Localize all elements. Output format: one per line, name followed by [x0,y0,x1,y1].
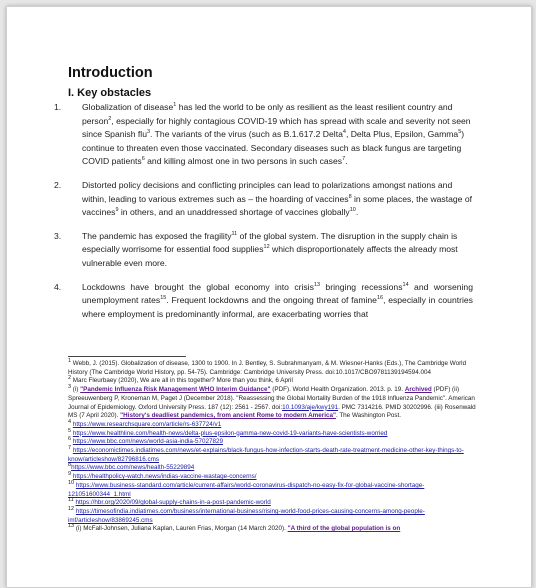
footnote-ref: 13 [313,281,321,288]
footnote [68,444,480,464]
list-item [54,281,473,322]
page-content [54,64,473,331]
footnote-link[interactable]: "A third of the global population is on [287,525,401,533]
footnote-ref: 1 [173,102,177,109]
footnote-ref: 16 [376,295,384,302]
footnote-ref: 5 [458,129,462,136]
footnote-ref: 8 [348,193,352,200]
footnote [68,357,480,377]
footnote [68,438,480,447]
item-number: 2. [54,179,62,190]
footnote-link[interactable]: 10.1093/aje/kwy191 [282,403,339,411]
section-subheading: I. Key obstacles [68,87,152,99]
footnote-ref: 3 [146,129,151,136]
footnote-ref: 4 [342,129,346,136]
footnote-ref: 13 [68,523,75,530]
text-run: in others, and an unaddressed shortage of vaccines globally [118,207,350,218]
footnote-ref: 6 [141,156,145,163]
footnote-ref: 9 [68,471,72,478]
footnote-link[interactable]: https://healthpolicy-watch.news/indias-vaccine-wastage-concerns/ [72,473,257,481]
footnote [68,473,480,482]
text-run: Distorted policy decisions and conflicting principles can lead to polarizations amongst nations and within, leading to various extremes such as – the hoarding of vaccines [82,179,453,204]
footnote-link[interactable]: https://www.business-standard.com/article/current-affairs/world-coronavirus-dispatch-no-easy-fix-for-global-vaccine-shortage-121051600344_1.html [68,481,425,498]
item-number: 3. [54,230,62,241]
text-run: (PDF) (ii) Spreeuwenberg P, Kroneman M, Paget J (December 2018). "Reassessing the Global Mortality Burden of the 1918 Influenza Pandemic". American Journal of Epidemiology. Oxford University Press. 187 (12): 2561 - 2567. doi: [68,386,475,411]
text-run: . The variants of the virus (such as B.1.617.2 Delta [150,129,343,140]
footnote-ref: 7 [342,156,346,163]
text-run: Lockdowns have brought the global economy into crisis [82,281,314,292]
footnote [68,505,480,525]
text-run: Webb, J. (2015). Globalization of disease, 1300 to 1900. In J. Bentley, S. Subrahmanyam, & M. Wiesner-Hanks (Eds.), The Cambridge World History (The Cambridge World History, pp. 54-75). Cambridge: Cambridge University Press. doi:10.1017/CBO9781139194594.004 [68,360,467,376]
obstacle-list [54,101,473,321]
footnote [68,464,480,473]
text-run: and killing almost one in two persons in such cases [144,156,343,167]
text-run: (PDF). World Health Organization. 2013. p. 19. [270,386,405,394]
item-text [82,231,458,268]
footnote-link[interactable]: https://www.bbc.com/news/world-asia-india-57027829 [72,438,223,446]
text-run: . Frequent lockdowns and the ongoing threat of famine [166,295,377,306]
item-text [82,180,472,217]
list-item [54,230,473,271]
footnote-ref: 9 [115,207,119,214]
text-run: ) continue to threaten even those vaccinated. Secondary diseases such as black fungus are targeting COVID patients [82,129,465,167]
text-run: (i) [71,386,81,394]
footnote-link[interactable]: https://hbr.org/2020/09/global-supply-chains-in-a-post-pandemic-world [75,499,271,507]
section-heading: Introduction [68,65,153,81]
list-item [54,101,473,169]
footnote-ref: 4 [68,418,72,425]
footnote-link[interactable]: https://www.healthline.com/health-news/delta-plus-epsilon-gamma-new-covid-19-variants-have-scientists-worried [72,429,388,437]
footnote-ref: 12 [68,505,75,512]
footnote-ref: 2 [108,115,112,122]
footnotes [68,357,480,534]
footnote-ref: 7 [68,444,72,451]
footnote-link[interactable]: "Pandemic Influenza Risk Management WHO Interim Guidance" [80,386,271,394]
list-item [54,179,473,220]
item-text [82,102,471,166]
text-run: The pandemic has exposed the fragility [82,230,232,241]
footnote-link[interactable]: https://www.bbc.com/news/health-55229894 [71,464,195,472]
footnote-ref: 3 [68,384,72,391]
text-run: Marc Fleurbaey (2020), We are all in this together? More than you think, 6 April [71,377,293,385]
footnote-ref: 5 [68,427,72,434]
text-run: in some places, the wastage of vaccines [82,193,473,218]
footnote-ref: 10 [349,207,356,214]
footnote-link[interactable]: Archived [404,386,432,394]
footnote-link[interactable]: https://economictimes.indiatimes.com/news/et-explains/black-fungus-how-infection-starts-death-rate-treatment-medicine-other-key-things-to-know/articleshow/82796816.cms [68,447,464,463]
footnote-ref: 1 [68,357,72,364]
footnote-ref: 2 [68,375,72,382]
text-run: and worsening unemployment rates [82,281,473,306]
footnote-ref: 11 [68,497,74,504]
footnote-ref: 12 [263,244,270,251]
footnote-ref: 10 [68,479,75,486]
footnote-ref: 8 [68,462,72,469]
item-number: 4. [54,281,62,292]
text-run: of the global system. The disruption in the supply chain is especially worrisome for essential food supplies [82,230,458,255]
text-run: , Delta Plus, Epsilon, Gamma [345,129,459,140]
text-run: bringing recessions [320,281,403,292]
item-text [82,282,473,319]
footnote [68,479,480,499]
text-run: Globalization of disease [82,102,174,112]
text-run: has led the world to be only as resilient as the least resilient country and person [82,102,453,126]
footnote [68,499,480,508]
footnote-ref: 14 [402,281,409,288]
text-run: (i) McFall-Johnsen, Juliana Kaplan, Lauren Frias, Morgan (14 March 2020). [74,525,288,533]
footnote-ref: 15 [160,295,167,302]
text-run: . [345,156,348,167]
footnote-divider [68,356,186,357]
footnote [68,525,480,534]
footnote [68,386,480,421]
document-page [6,6,532,588]
footnote-link[interactable]: https://www.researchsquare.com/article/rs-637724/v1 [72,420,222,428]
text-run: , especially for highly contagious COVID-19 which has spread with scale and severity not seen since Spanish flu [82,115,471,140]
item-number: 1. [54,102,62,112]
footnote [68,418,480,430]
footnote-link[interactable]: "History's deadliest pandemics, from ancient Rome to modern America" [120,412,336,420]
text-run: . [355,207,359,218]
text-run: . The Washington Post. [335,412,402,420]
text-run: , especially in countries where employment is predominantly informal, are exacerbating worries that [82,295,473,319]
text-run: . PMC 7314216. PMID 30202996. (iii) Rosenwald MS (7 April 2020). [68,403,476,420]
text-run: which disproportionately affects the already most vulnerable even more. [82,244,458,268]
footnote-ref: 6 [68,436,72,443]
footnote-link[interactable]: https://timesofindia.indiatimes.com/business/international-business/rising-world-food-prices-causing-concerns-among-people-imf/articleshow/83869245.cms [68,507,425,524]
footnote-ref: 11 [231,230,238,237]
footnote [68,377,480,386]
